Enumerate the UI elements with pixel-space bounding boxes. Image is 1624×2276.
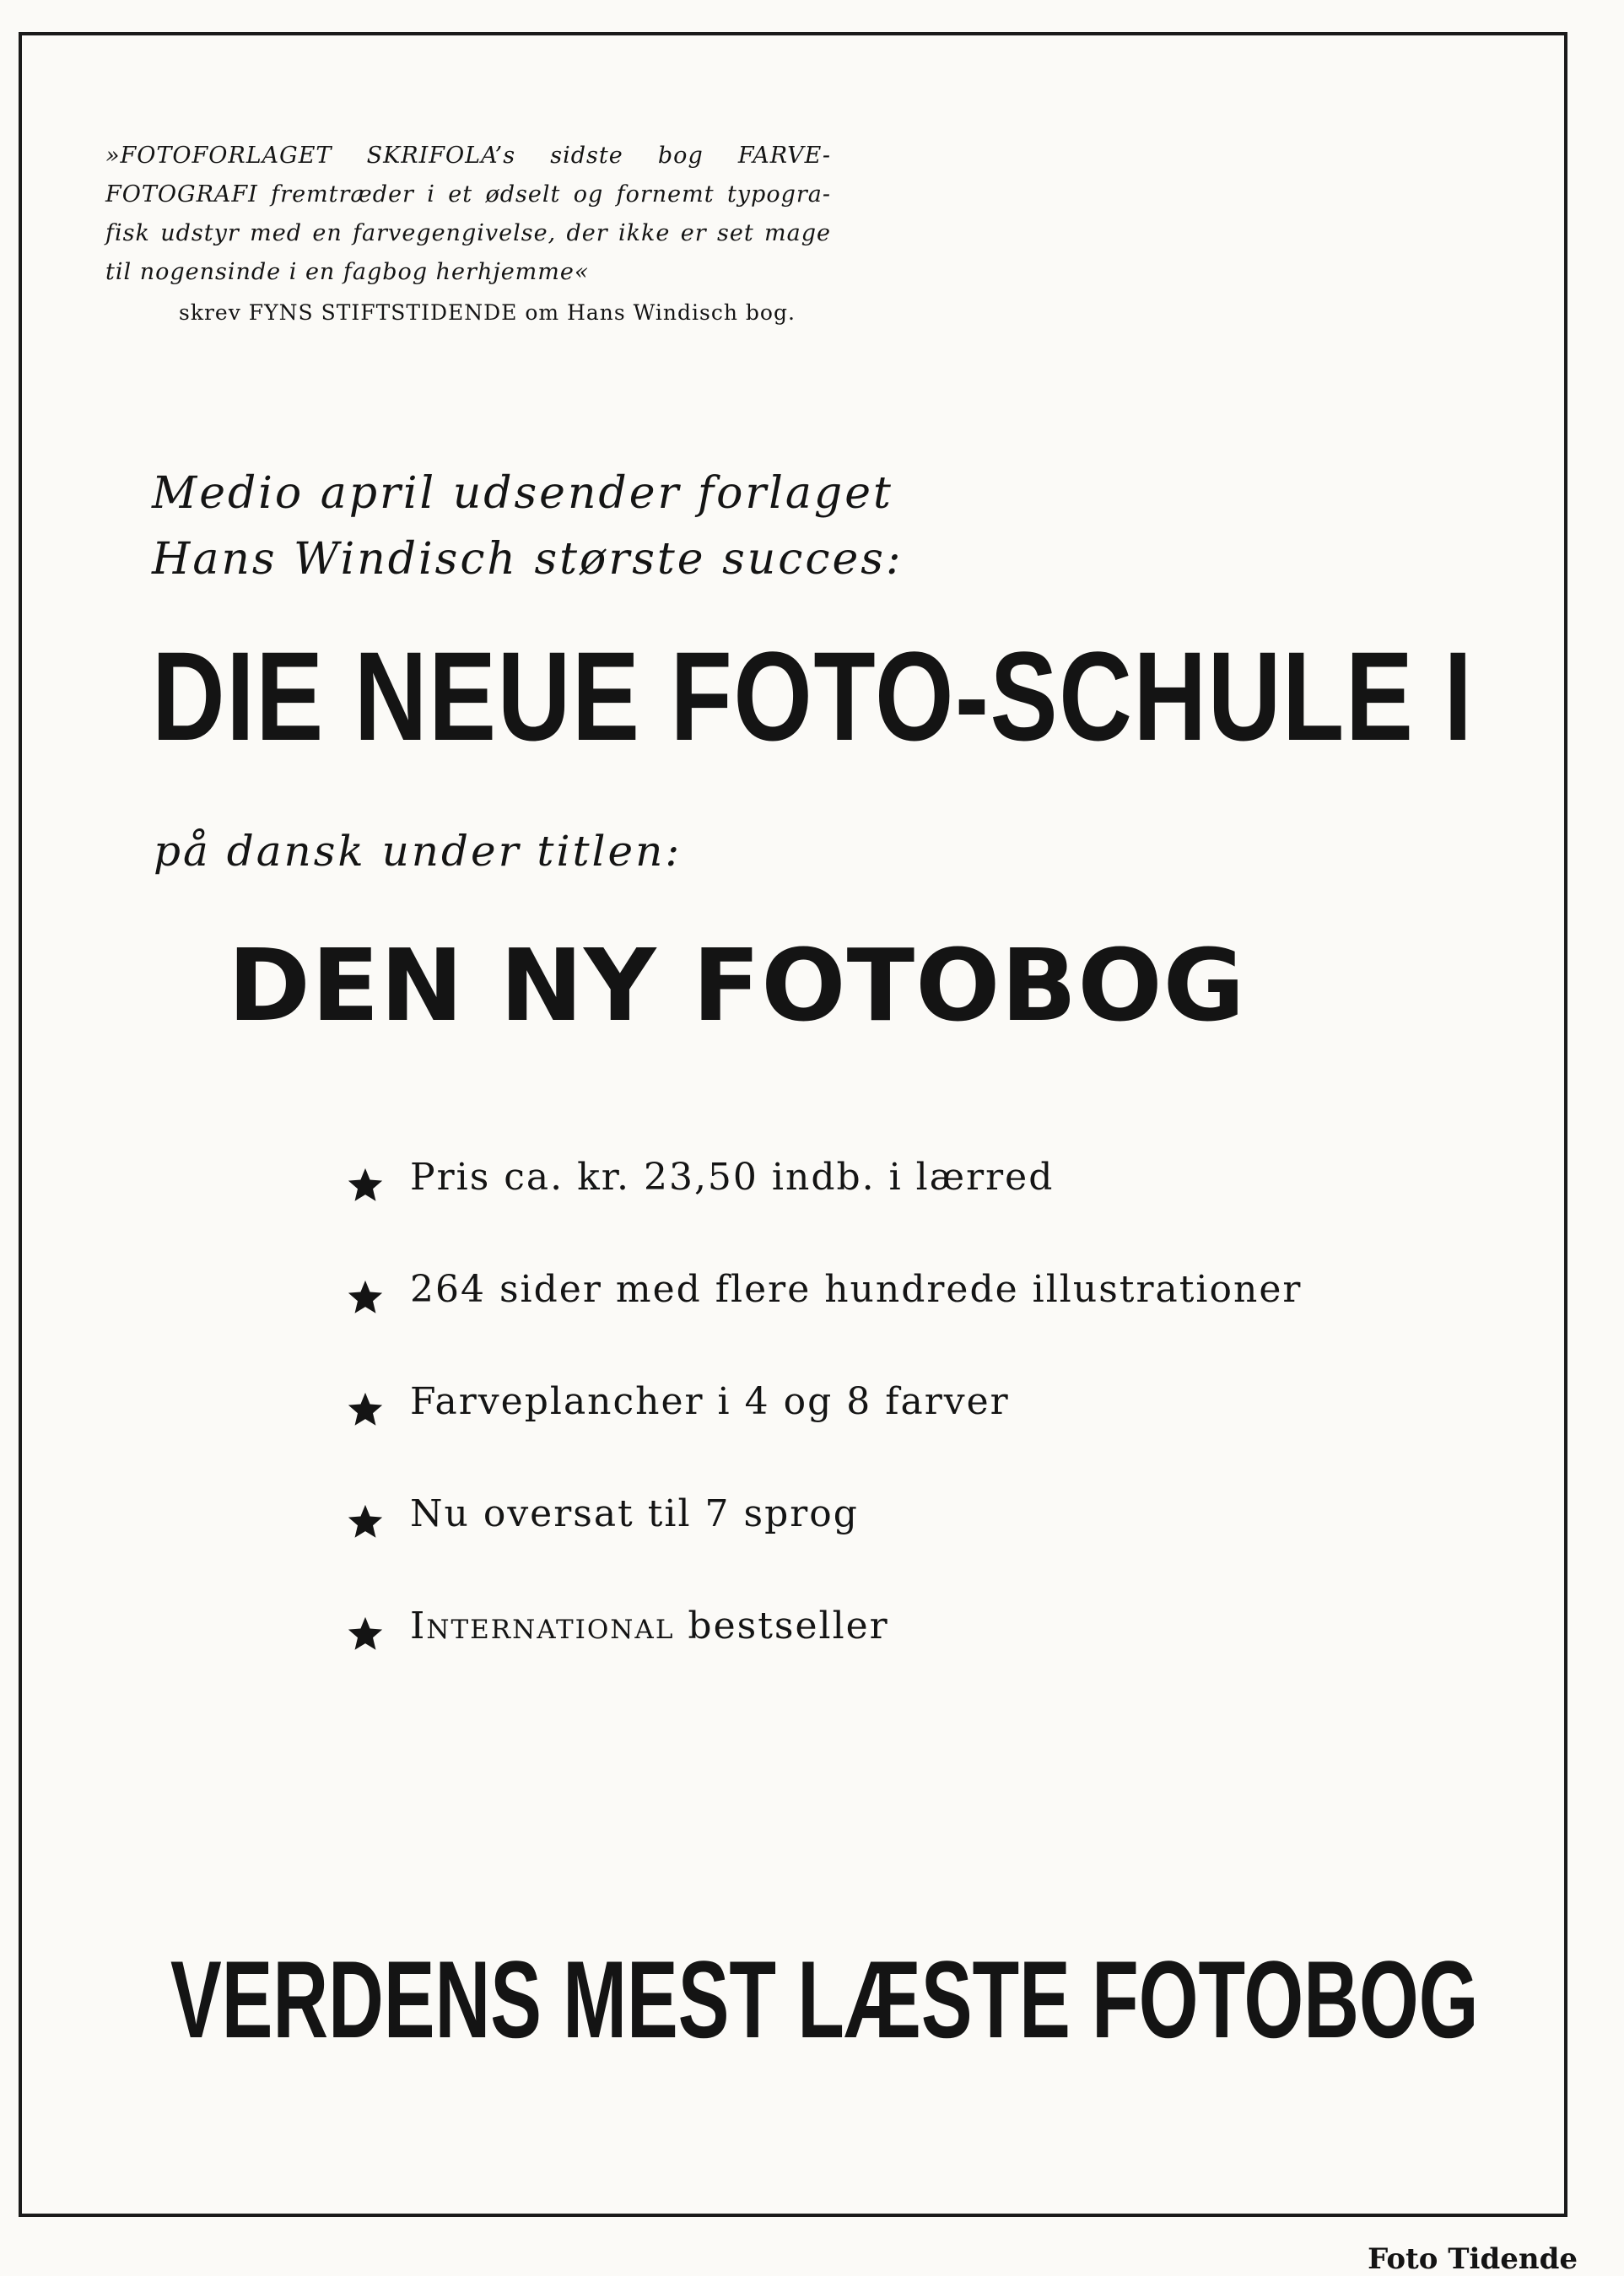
quote-credit: skrev FYNS STIFTSTIDENDE om Hans Windisch bog. (179, 300, 796, 325)
intro-line-2: Hans Windisch største succes: (152, 534, 904, 585)
quote-line: FOTOGRAFI fremtræder i et ødselt og fornemt typogra- (105, 181, 831, 208)
feature-item (346, 1268, 1302, 1380)
feature-text: Farveplancher i 4 og 8 farver (410, 1380, 1010, 1423)
intro-text (152, 461, 904, 592)
feature-item (346, 1605, 1302, 1717)
feature-text: Pris ca. kr. 23,50 indb. i lærred (410, 1156, 1055, 1199)
subtitle: på dansk under titlen: (154, 827, 683, 876)
quote-line: fisk udstyr med en farvegengivelse, der ikke er set mage (105, 220, 831, 246)
original-title-headline: DIE NEUE FOTO-SCHULE I (152, 625, 1474, 767)
ad-border (19, 32, 1567, 2217)
star-icon (346, 1278, 385, 1317)
feature-item (346, 1380, 1302, 1492)
star-icon (346, 1166, 385, 1205)
quote-line: »FOTOFORLAGET SKRIFOLA’s sidste bog FARVE- (105, 143, 831, 169)
publication-footer: Foto Tidende (1368, 2242, 1578, 2276)
star-icon (346, 1390, 385, 1429)
intro-line-1: Medio april udsender forlaget (152, 468, 893, 519)
danish-title-headline: DEN NY FOTOBOG (228, 927, 1246, 1044)
feature-text: Nu oversat til 7 sprog (410, 1492, 859, 1535)
feature-item (346, 1492, 1302, 1605)
feature-item (346, 1156, 1302, 1268)
tagline-headline: VERDENS MEST LÆSTE FOTOBOG (170, 1938, 1479, 2061)
star-icon (346, 1615, 385, 1653)
feature-text-smallcaps: International (410, 1605, 675, 1648)
quote-line: til nogensinde i en fagbog herhjemme« (105, 259, 590, 285)
press-quote (105, 137, 831, 292)
feature-list (346, 1156, 1302, 1717)
feature-text: 264 sider med flere hundrede illustrationer (410, 1268, 1303, 1311)
star-icon (346, 1502, 385, 1541)
feature-text-suffix: bestseller (688, 1605, 889, 1648)
